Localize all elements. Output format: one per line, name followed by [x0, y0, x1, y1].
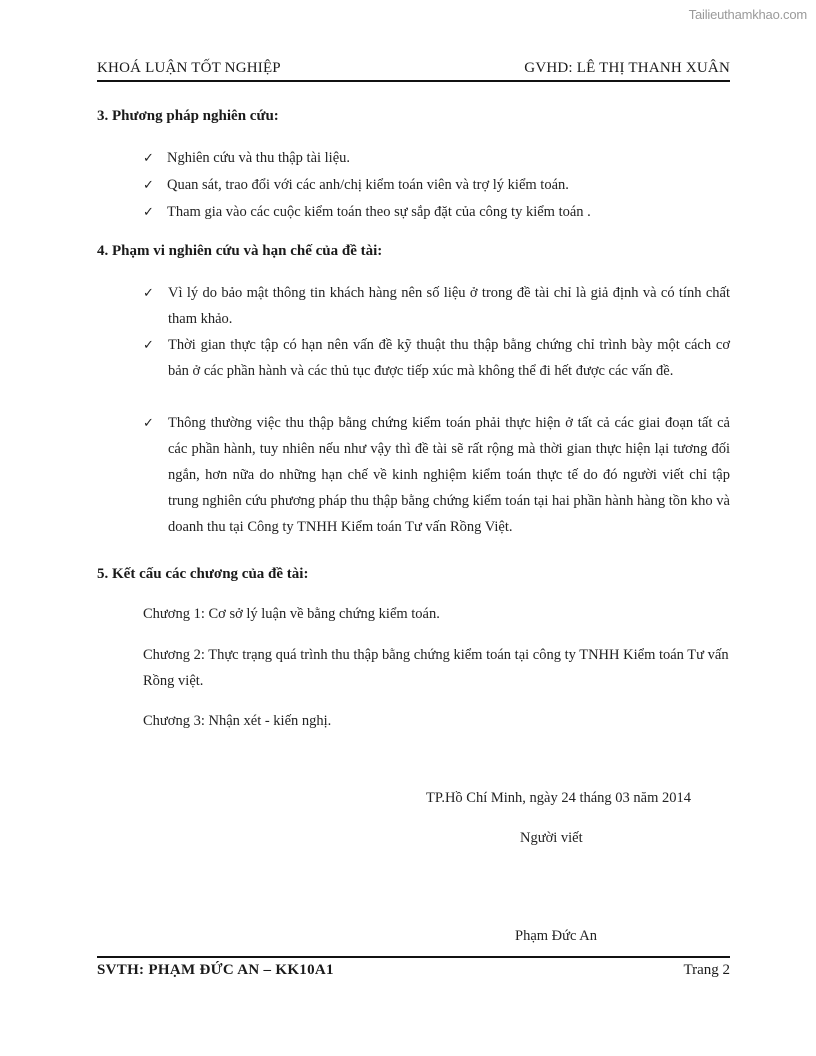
footer-student: SVTH: PHẠM ĐỨC AN – KK10A1 [97, 962, 334, 978]
section-title-structure: 5. Kết cấu các chương của đề tài: [97, 566, 309, 582]
footer-rule [97, 956, 730, 958]
check-icon: ✓ [143, 204, 154, 219]
list-item: ✓ Vì lý do bảo mật thông tin khách hàng nên số liệu ở trong đề tài chỉ là giả định và có tính chất tham khảo. [168, 280, 730, 332]
author-role: Người viết [520, 830, 583, 846]
section-title-scope: 4. Phạm vi nghiên cứu và hạn chế của đề tài: [97, 243, 383, 259]
check-icon: ✓ [143, 285, 154, 300]
check-icon: ✓ [143, 337, 154, 352]
chapter-item: Chương 1: Cơ sở lý luận về bằng chứng kiểm toán. [143, 606, 440, 622]
chapter-item: Chương 3: Nhận xét - kiến nghị. [143, 713, 332, 729]
check-icon: ✓ [143, 177, 154, 192]
check-icon: ✓ [143, 415, 154, 430]
header-rule [97, 80, 730, 82]
list-item: ✓ Tham gia vào các cuộc kiểm toán theo sự sắp đặt của công ty kiểm toán . [143, 204, 591, 220]
check-icon: ✓ [143, 150, 154, 165]
watermark: Tailieuthamkhao.com [688, 7, 807, 22]
chapter-item: Chương 2: Thực trạng quá trình thu thập bằng chứng kiểm toán tại công ty TNHH Kiểm toán Tư vấn Rồng việt. [143, 647, 729, 689]
page-footer [97, 962, 730, 979]
page-header [97, 60, 730, 77]
list-item: ✓ Nghiên cứu và thu thập tài liệu. [143, 150, 351, 166]
page-number: Trang 2 [683, 962, 730, 978]
list-item: ✓ Thông thường việc thu thập bằng chứng kiểm toán phải thực hiện ở tất cả các giai đoạn tất cả các phần hành, tuy nhiên nếu như vậy thì đề tài sẽ rất rộng mà thời gian thực hiện lại tương đối ngắn, hơn nữa do những hạn chế về kinh nghiệm kiểm toán thực tế do đó người viết chỉ tập trung nghiên cứu phương pháp thu thập bằng chứng kiểm toán tại hai phần hành hàng tồn kho và doanh thu tại Công ty TNHH Kiểm toán Tư vấn Rồng Việt. [168, 410, 730, 540]
section-title-methods: 3. Phương pháp nghiên cứu: [97, 108, 279, 124]
header-title: KHOÁ LUẬN TỐT NGHIỆP [97, 60, 281, 76]
list-item: ✓ Quan sát, trao đổi với các anh/chị kiểm toán viên và trợ lý kiểm toán. [143, 177, 569, 193]
list-item: ✓ Thời gian thực tập có hạn nên vấn đề kỹ thuật thu thập bằng chứng chỉ trình bày một cách cơ bản ở các phần hành và các thủ tục được tiếp xúc mà không thể đi hết được các vấn đề. [168, 332, 730, 384]
header-advisor: GVHD: LÊ THỊ THANH XUÂN [524, 60, 730, 76]
place-date: TP.Hồ Chí Minh, ngày 24 tháng 03 năm 2014 [426, 790, 692, 806]
author-name: Phạm Đức An [515, 928, 597, 944]
